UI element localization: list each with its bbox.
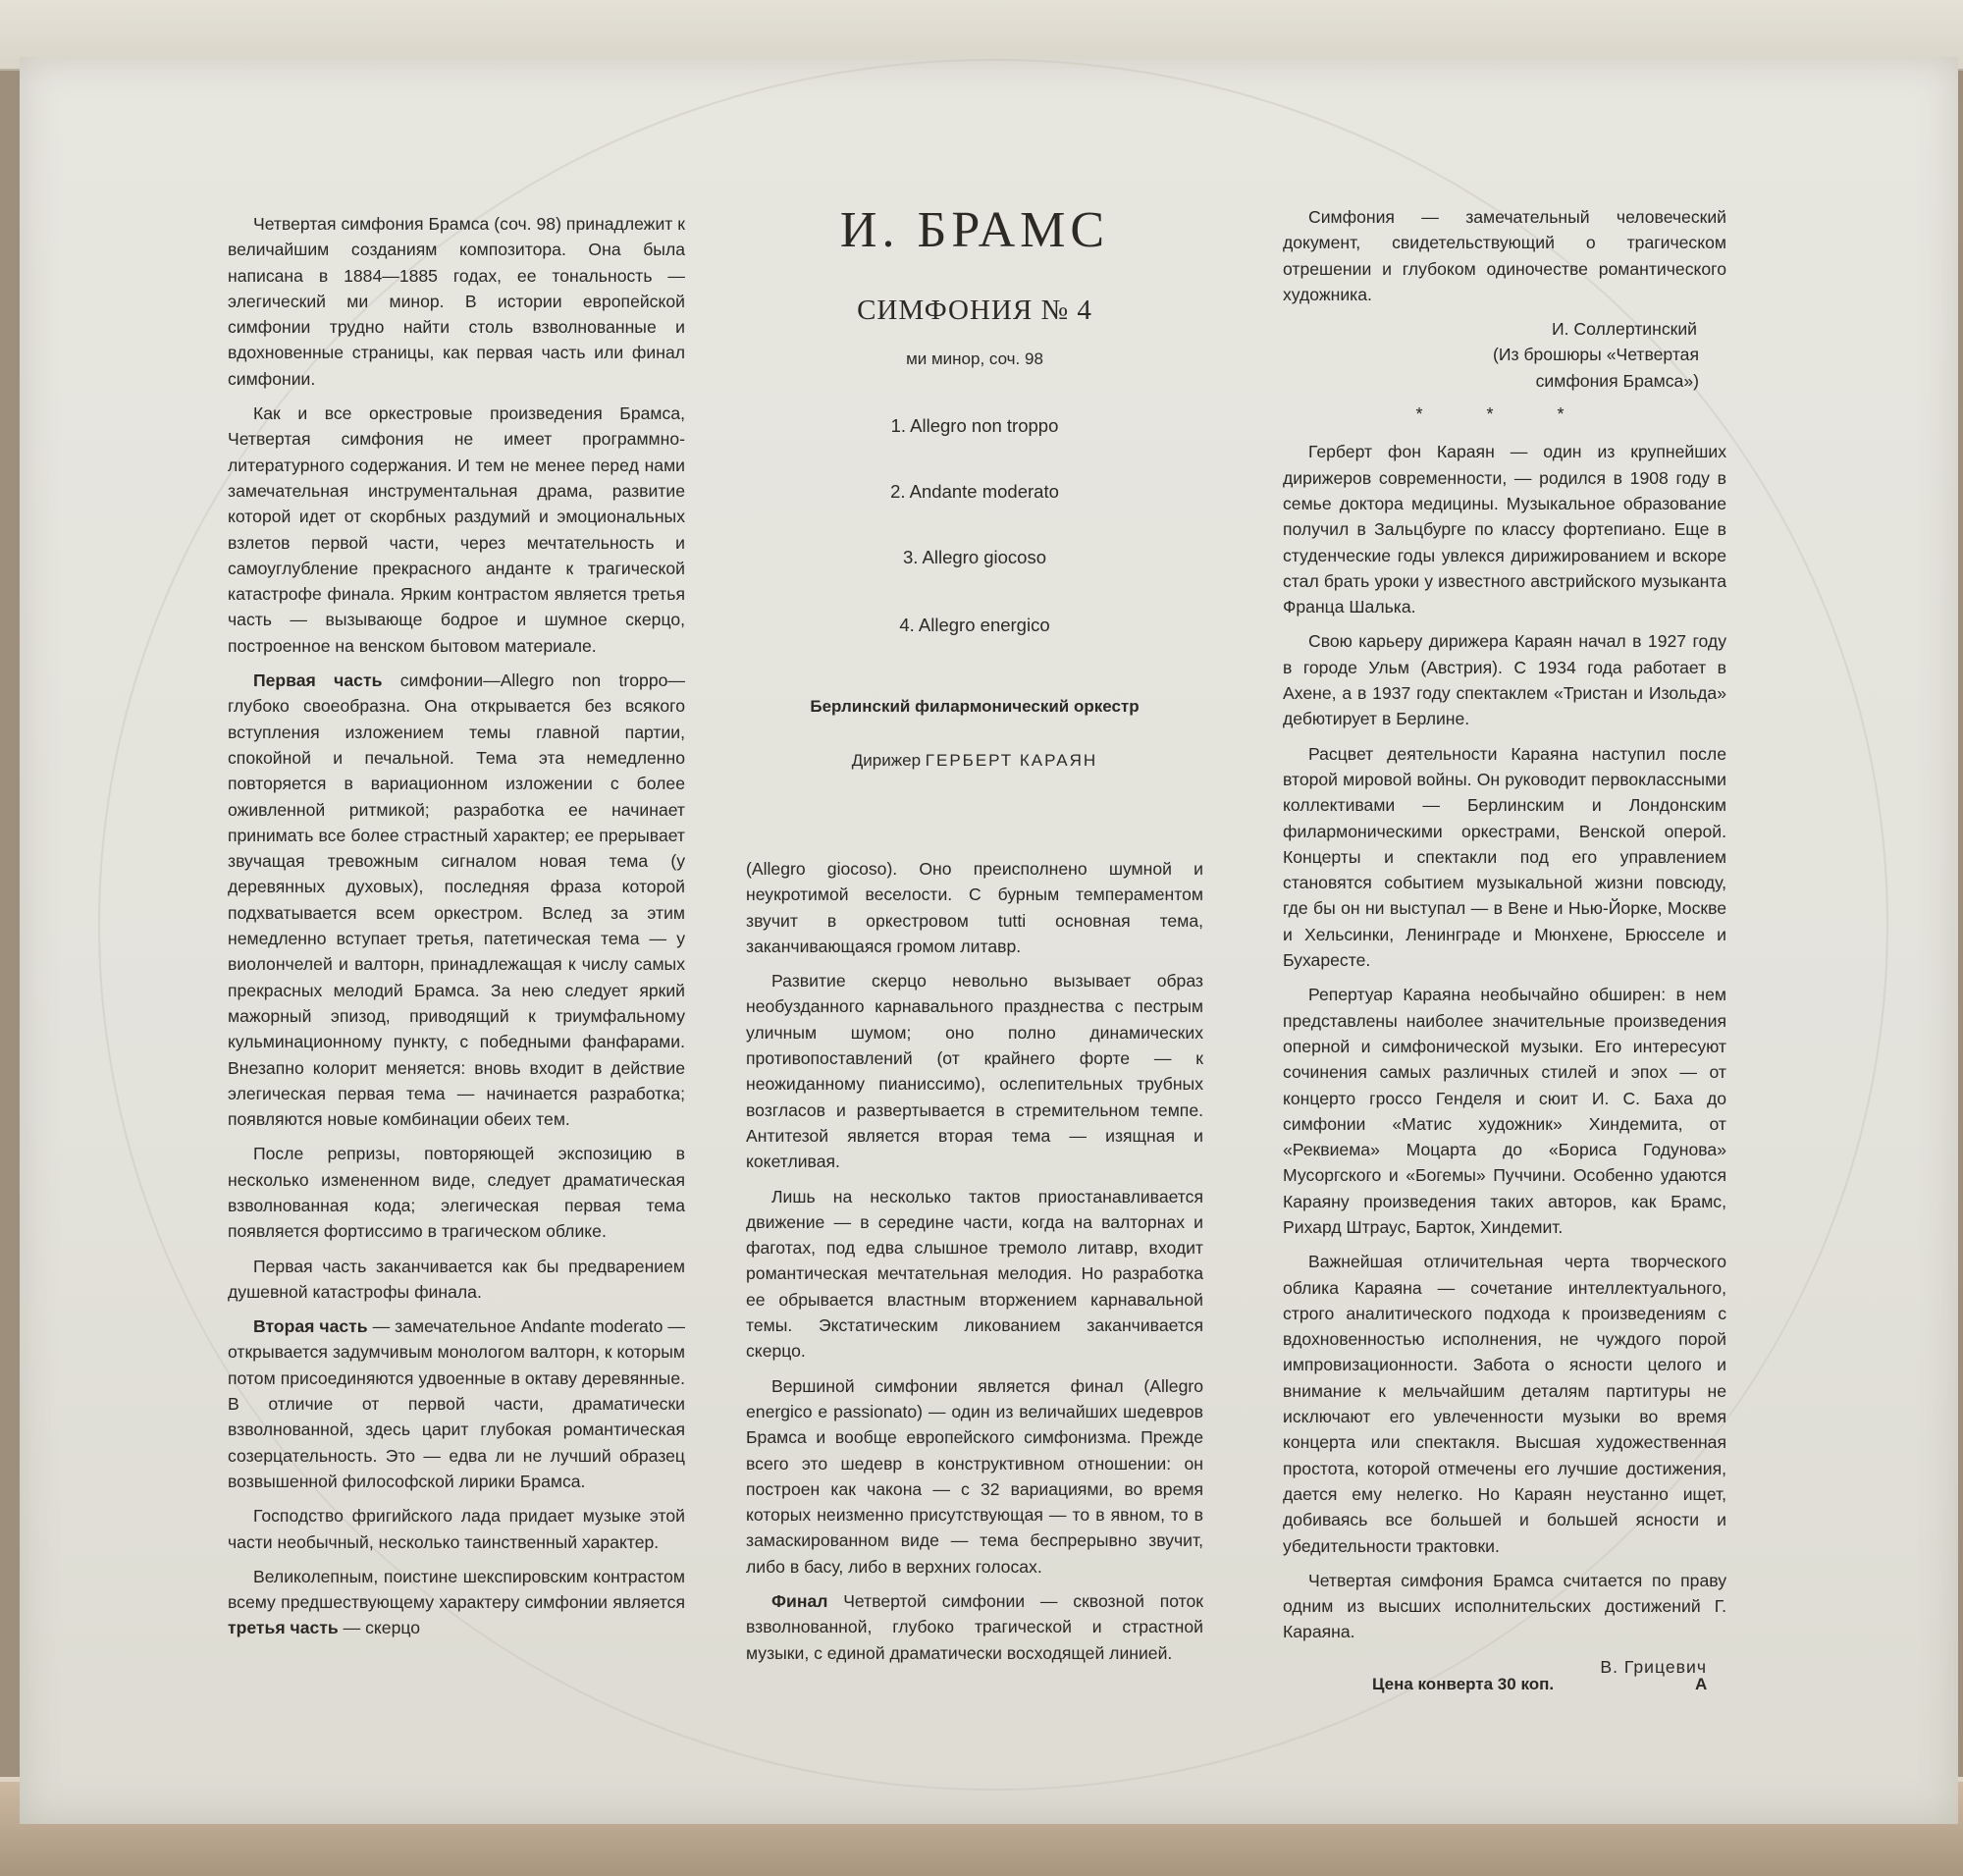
middle-column [746, 856, 1203, 1675]
quote-source-2: симфония Брамса») [1535, 370, 1699, 391]
paragraph-text: Великолепным, поистине шекспировским контрастом всему предшествующему характеру симфонии является [228, 1566, 685, 1613]
right-paragraph: Свою карьеру дирижера Караян начал в 1927 году в городе Ульм (Австрия). С 1934 года работает в Ахене, а в 1937 году спектаклем «Тристан и Изольда» дебютирует в Берлине. [1283, 631, 1726, 729]
middle-paragraph: Лишь на несколько тактов приостанавливается движение — в середине части, когда на валторнах и фаготах, под едва слышное тремоло литавр, входит романтическая мечтательная мелодия. Но разработка ее обрывается властным вторжением карнавальной темы. Экстатическим ликованием заканчивается скерцо. [746, 1186, 1203, 1362]
quote-source-1: (Из брошюры «Четвертая [1492, 345, 1699, 365]
right-paragraph: Репертуар Караяна необычайно обширен: в нем представлены наиболее значительные произведения оперной и симфонической музыки. Его интересуют сочинения самых различных стилей и эпох — от концерто гроссо Генделя и сюит И. С. Баха до симфонии «Матис художник» Хиндемита, от «Реквиема» Моцарта до «Бориса Годунова» Мусоргского и «Богемы» Пуччини. Особенно удаются Караяну произведения таких авторов, как Брамс, Рихард Штраус, Барток, Хиндемит. [1283, 985, 1726, 1237]
middle-paragraph [746, 1588, 1203, 1666]
left-paragraph [228, 668, 685, 1132]
left-paragraph: После репризы, повторяющей экспозицию в несколько измененном виде, следует драматическая взволнованная кода; элегическая первая тема появляется фортиссимо в трагическом облике. [228, 1144, 685, 1242]
middle-paragraph: Вершиной симфонии является финал (Allegro energico e passionato) — один из величайших шедевров Брамса и вообще европейского симфонизма. Прежде всего это шедевр в конструктивном отношении: он построен как чакона — с 32 вариациями, во время которых неизменно присутствующая — то в явном, то в замаскированном виде — тема беспрерывно звучит, либо в басу, либо в верхних голосах. [746, 1375, 1203, 1577]
orchestra-name: Берлинский филармонический оркестр [810, 697, 1140, 716]
envelope-price: Цена конверта 30 коп. [1372, 1675, 1555, 1693]
bold-lead: Первая часть [253, 670, 383, 691]
left-column [228, 211, 685, 1650]
middle-paragraph: Развитие скерцо невольно вызывает образ необузданного карнавального празднества с пестрым уличным шумом; оно полно динамических противопоставлений (от крайнего форте — к неожиданному пианиссимо), ослепительных трубных возгласов и развертывается в стремительном темпе. Антитезой является вторая тема — изящная и кокетливая. [746, 971, 1203, 1172]
paragraph-text: — замечательное Andante moderato — открывается задумчивым монологом валторн, к которым потом присоединяются удвоенные в октаву деревянные. В отличие от первой части, драматически взволнованной, здесь царит глубокая романтическая созерцательность. Это — едва ли не лучший образец возвышенной философской лирики Брамса. [228, 1316, 685, 1491]
catalog-mark: А [1695, 1675, 1708, 1693]
left-paragraph [228, 1564, 685, 1641]
left-paragraph: Четвертая симфония Брамса (соч. 98) принадлежит к величайшим созданиям композитора. Она была написана в 1884—1885 годах, ее тональность — элегический ми минор. В истории европейской симфонии трудно найти столь взволнованные и вдохновенные страницы, как первая часть или финал симфонии. [228, 214, 685, 389]
left-paragraph [228, 1313, 685, 1494]
right-column [1283, 204, 1726, 1680]
left-paragraph: Господство фригийского лада придает музыке этой части необычный, несколько таинственный характер. [228, 1506, 685, 1552]
right-paragraph: Расцвет деятельности Караяна наступил после второй мировой войны. Он руководит первоклассными коллективами — Берлинским и Лондонским филармоническими оркестрами, Венской оперой. Концерты и спектакли под его управлением становятся событием музыкальной жизни повсюду, где бы он ни выступал — в Вене и Нью-Йорке, Москве и Хельсинки, Ленинграде и Мюнхене, Брюсселе и Бухаресте. [1283, 743, 1726, 971]
bold-lead: Финал [771, 1591, 828, 1612]
middle-paragraph: (Allegro giocoso). Оно преисполнено шумной и неукротимой веселости. С бурным темпераментом звучит в оркестровом tutti основная тема, заканчивающаяся громом литавр. [746, 859, 1203, 956]
conductor-name: ГЕРБЕРТ КАРАЯН [925, 751, 1098, 770]
movement-4: 4. Allegro energico [899, 615, 1050, 635]
section-separator: * * * [1415, 404, 1594, 425]
paragraph-text: Четвертой симфонии — сквозной поток взволнованной, глубоко трагической и страстной музыки, с единой драматически восходящей линией. [746, 1591, 1203, 1663]
symphony-title: СИМФОНИЯ № 4 [857, 295, 1092, 326]
left-paragraph: Первая часть заканчивается как бы предварением душевной катастрофы финала. [228, 1256, 685, 1302]
paragraph-text: симфонии—Allegro non troppo—глубоко своеобразна. Она открывается без всякого вступления изложением темы главной партии, спокойной и печальной. Тема эта немедленно повторяется в вариационном изложении с более оживленной ритмикой; разработка ее начинает принимать все более страстный характер; ее прерывает звучащая тревожным сигналом новая тема (у деревянных духовых), последняя фраза которой подхватывается всем оркестром. Вслед за этим немедленно вступает третья, патетическая тема — у виолончелей и валторн, принадлежащая к числу самых прекрасных мелодий Брамса. За нею следует яркий мажорный эпизод, приводящий к триумфальному кульминационному пункту, с победными фанфарами. Внезапно колорит меняется: вновь входит в действие элегическая первая тема — начинается разработка; появляются новые комбинации обеих тем. [228, 670, 685, 1130]
conductor-label: Дирижер [851, 751, 922, 770]
signature: В. Грицевич [1600, 1656, 1707, 1677]
composer-title: И. БРАМС [839, 202, 1110, 258]
symphony-key: ми минор, соч. 98 [906, 349, 1043, 368]
paragraph-text: — скерцо [338, 1618, 421, 1638]
quote-author: И. Соллертинский [1552, 319, 1697, 340]
right-paragraph: Герберт фон Караян — один из крупнейших дирижеров современности, — родился в 1908 году в семье доктора медицины. Музыкальное образование получил в Зальцбурге по классу фортепиано. Еще в студенческие годы увлекся дирижированием и вскоре стал брать уроки у известного австрийского музыканта Франца Шалька. [1283, 442, 1726, 617]
right-paragraph: Четвертая симфония Брамса считается по праву одним из высших исполнительских достижений Г. Караяна. [1283, 1570, 1726, 1642]
quote: Симфония — замечательный человеческий документ, свидетельствующий о трагическом отрешении и глубоком одиночестве романтического художника. [1283, 207, 1726, 304]
bold-lead: Вторая часть [253, 1316, 368, 1337]
movement-1: 1. Allegro non troppo [890, 415, 1059, 436]
movement-2: 2. Andante moderato [890, 481, 1059, 502]
right-paragraph: Важнейшая отличительная черта творческого облика Караяна — сочетание интеллектуального, строго аналитического подхода к произведениям с вдохновенностью исполнения, не чуждого порой импровизационности. Забота о ясности целого и внимание к мельчайшим деталям партитуры не исключают его увлеченности музыки во время концерта или спектакля. Высшая художественная простота, которой отмечены его лучшие достижения, дается ему нелегко. Но Караян неустанно ищет, добиваясь все большей и большей ясности и убедительности трактовки. [1283, 1252, 1726, 1556]
bold-lead: третья часть [228, 1618, 339, 1638]
conductor-line [746, 751, 1203, 771]
left-paragraph: Как и все оркестровые произведения Брамса, Четвертая симфония не имеет программно-литературного содержания. И тем не менее перед нами замечательная инструментальная драма, развитие которой идет от скорбных раздумий и эмоциональных взлетов первой части, через мечтательность и самоуглубление прекрасного анданте к трагической катастрофе финала. Ярким контрастом является третья часть — вызывающе бодрое и шумное скерцо, построенное на венском бытовом материале. [228, 403, 685, 656]
movement-3: 3. Allegro giocoso [902, 547, 1047, 567]
